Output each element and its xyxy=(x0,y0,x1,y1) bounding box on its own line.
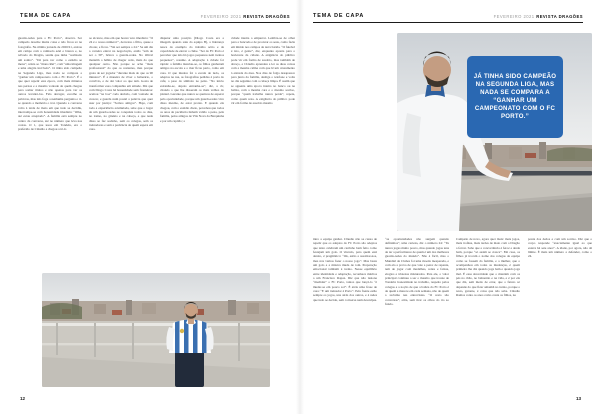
issue-date: FEVEREIRO 2021 xyxy=(493,13,535,19)
left-column-1: guarda-redes para o FC Porto”, observa. Ser campeão deu-lhe muita coisa e não ficou só na fotografia. Na última jornada de 2020/21, entrou em campo com a camisola azul e branca e, no relvado do Dragão, sentiu que tinha “realizado um sonho”. “Dá para ver como o estádio se mexe”, relata ao “mano Rui”, com “uma imagem e uma alegria incríveis”. Já tinha sido campeão na Segunda Liga, mas nada se compara a “ganhar um campeonato com o FC Porto”. É o que quer repetir esta época, com mais minutos nas pernas e a mesma vontade de quem chegou para somar títulos e não apenas para ver os outros levantá-los. Fala devagar, escolhe as palavras, mas não foge a nenhuma pergunta e ri-se quando a memória o trai. Quando a conversa volta à tarde de maio em que tudo se decidiu, interrompe-se com honestidade imediata: “Olha, até estou arrepiado”. A família está sempre no centro da conversa, até no número que leva nas costas. O 1, que usou em Tondela, era o preferido de Cláudio e chegou a tê-lo xyxy=(18,36,82,132)
left-page-number: 12 xyxy=(20,396,26,401)
magazine-name: REVISTA DRAGÕES xyxy=(536,13,583,19)
club-crest xyxy=(180,329,184,333)
left-page-folio-top xyxy=(100,14,290,19)
right-page-folio-top xyxy=(393,14,583,19)
right-page-number: 13 xyxy=(576,396,582,401)
magazine-name: REVISTA DRAGÕES xyxy=(243,13,290,19)
page-gutter xyxy=(296,0,304,414)
left-header-rule xyxy=(20,22,290,23)
pull-quote-box xyxy=(467,56,563,138)
right-column-2: “as oportunidades não surgem quando definimos”, uma certeza, diz o número 24: “Tu nunca jogas muito pouco, mas quando jogas tens de ter a performance de quem é um dos melhores guarda-redes do mundo”. Não é fácil, mas o Mundial de Clubes foi uma moeda inesperada, e com ela a prova de que vale a pena: de repente, tem de jogar com medalhas, redes e faixas, elogios e tristezas misturados. Para ele, o valor principal continua a ser o mesmo que trouxe de Tondela: honestidade no trabalho, respeito pelos colegas e a noção de que a baliza do FC Porto é de quem a merece em cada semana, não de quem a reclama nas entrevistas. “O resto são conversas”, atira, sem tirar os olhos do rio ao fundo. xyxy=(385,237,449,307)
pull-quote-text: JÁ TINHA SIDO CAMPEÃO NA SEGUNDA LIGA, MAS NADA SE COMPARA A “GANHAR UM CAMPEONATO COM O FC PORTO.” xyxy=(473,73,557,120)
left-page-photo xyxy=(42,273,270,387)
left-page-kicker: TEMA DE CAPA xyxy=(20,12,72,19)
right-column-3: Campeão de novo, agora quer mais: mais jogos, mais troféus, mais tardes de maio com o Dragão a ferver. Sabe que a concorrência é feroz e ainda bem, porque “só assim se cresce”. Em casa, os filhos já trocam o nome dos colegas de equipa como se fossem da família, e a mulher, que o acompanhou em todas as mudanças, é quem primeiro lhe diz quando joga bem e quando joga mal. É essa sinceridade que o mantém com os pés no chão, no balneário e na vida, e é por ela que diz, sem medo de errar, que o futuro só depende do que fizer amanhã no treino, porque o resto, garante, é coisa que não sabe. Cláudio Ramos conta os anos como conta os filhos, na xyxy=(456,237,520,298)
right-column-4: ponta dos dedos e com um sorriso. Diz que o corpo responde “exactamente igual ao que estava há sete anos”. A idade, por agora, não dá limite. É mais um número a defender, como o 24. xyxy=(528,237,592,259)
left-column-2: ao alcance, mas em que houve veto imediato: “O 24 é o nosso número!”, decretou o filho, quase a chorar, e ficou. “Vai ser sempre o 24.” Se um dia a carreira entrar na negociação, então “tem de ser o 30”, brinca o guarda-redes. No Olival mantém o hábito de chegar cedo, mais do que qualquer outro. Não porque se ache “mais profissional” do que os restantes, mas porque gosta de ser jogador “durante mais do que os 90 minutos”. É a maneira de viver o balneário, o convívio, e de dar valor ao que tem. Gosta de transformar essa companhia em atitude. Diz que com Diogo Costa há honestidade sem fronteiras: aceitou “na boa” cada decisão, com vontade de crescer, e guarda num postal a palavra que quer usar por justiça: “Somos amigos”. Hoje, com toda a experiência acumulada, sabe que o lugar de um guarda-redes se conquista todos os dias, no treino, no ginásio e na cabeça, e que nada disso se faz sozinho, sem os colegas, sem os treinadores e sem a paciência de quem espera em casa. xyxy=(89,36,153,132)
right-page-kicker: TEMA DE CAPA xyxy=(313,12,365,19)
player-trousers xyxy=(175,351,204,387)
rooftop-city-illustration xyxy=(42,273,270,387)
left-column-4: cidade inteira a empurrar. Lembra-se de olhar para a bancada e de procurar os seus, como fazia em miúdo nos campos de terra batida. “O futebol é isto, é gente”, diz, enquanto aponta para o horizonte da cidade. A exigência do público pode vir em forma de assobio, mas também de abraço, e Cláudio aprendeu a ler as duas coisas com a mesma calma com que lê um cruzamento à entrada da área. Nos dias de folga desaparece para junto da família, desliga o telefone e volta no dia seguinte com a cabeça limpa. É assim que se aguenta uma época inteira no banco ou na baliza, com a mesma cara e o mesmo sorriso, porque “quem trabalha nunca perde”, repete, como quem reza. A exigência do público pode vir em forma de assobio mesmo xyxy=(231,36,295,106)
city-skyline xyxy=(42,299,270,323)
right-header-rule xyxy=(313,22,583,23)
left-column-3: disputar uma posição (Diogo Costa era a imagem quando saiu da equipa B), a liderança nasce do exemplo do trabalho sério e da capacidade de elevar o clube. “Ser do FC Porto é perceber que não há jogos pequenos nem treinos pequenos”, resume. A adaptação à cidade foi rápida: a família instalou-se, os filhos ganharam amigos na escola e o mar ficou perto, como em casa. O que mudou foi a escala de tudo, os adeptos na rua, as fotografias pedidas à porta do café, o peso do símbolo no peito. “No início estranha-se, depois entranha-se”, diz, a rir, citando o que lhe disseram os mais velhos do plantel. Garante que nunca se queixou de esperar pela oportunidade, porque um guarda-redes vive disso mesmo, de estar pronto. E quando ela chegou, com o estádio cheio, percebeu que todos os anos de paciência tinham valido a pena, pela família, pelos amigos de Vila Nova da Barquinha e por um capitão; a xyxy=(160,36,224,123)
issue-date: FEVEREIRO 2021 xyxy=(200,13,242,19)
right-column-1: intro a equipa ganhar. Cláudio não se cansa de repetir que os adeptos do FC Porto são adeptos que tanto celebram um carrinho bem feito como festejam um golo. O vínculo, para quem está dentro, é pragmático: “Ok, estão a assobiar-nos, mas nós vamos fazer o nosso jogo”. Mas basta um golo e a música muda de tom. Preparação emocional também é treino. Nesse equilíbrio entre identidade e adaptação, reconhece méritos a um Francisco Rapaz. Diz que não lesiona “medidas” o FC Porto, tantos que lançá-lo “é mudar-se em pouco sol”. É atrás uma frase de casa: “E um treinador à Porto”. Pela frente estão sempre os jogos, uns atrás dos outros, e é neles que tudo se decide, sem conversa nem desculpas. xyxy=(313,237,377,302)
player-head xyxy=(184,304,198,318)
